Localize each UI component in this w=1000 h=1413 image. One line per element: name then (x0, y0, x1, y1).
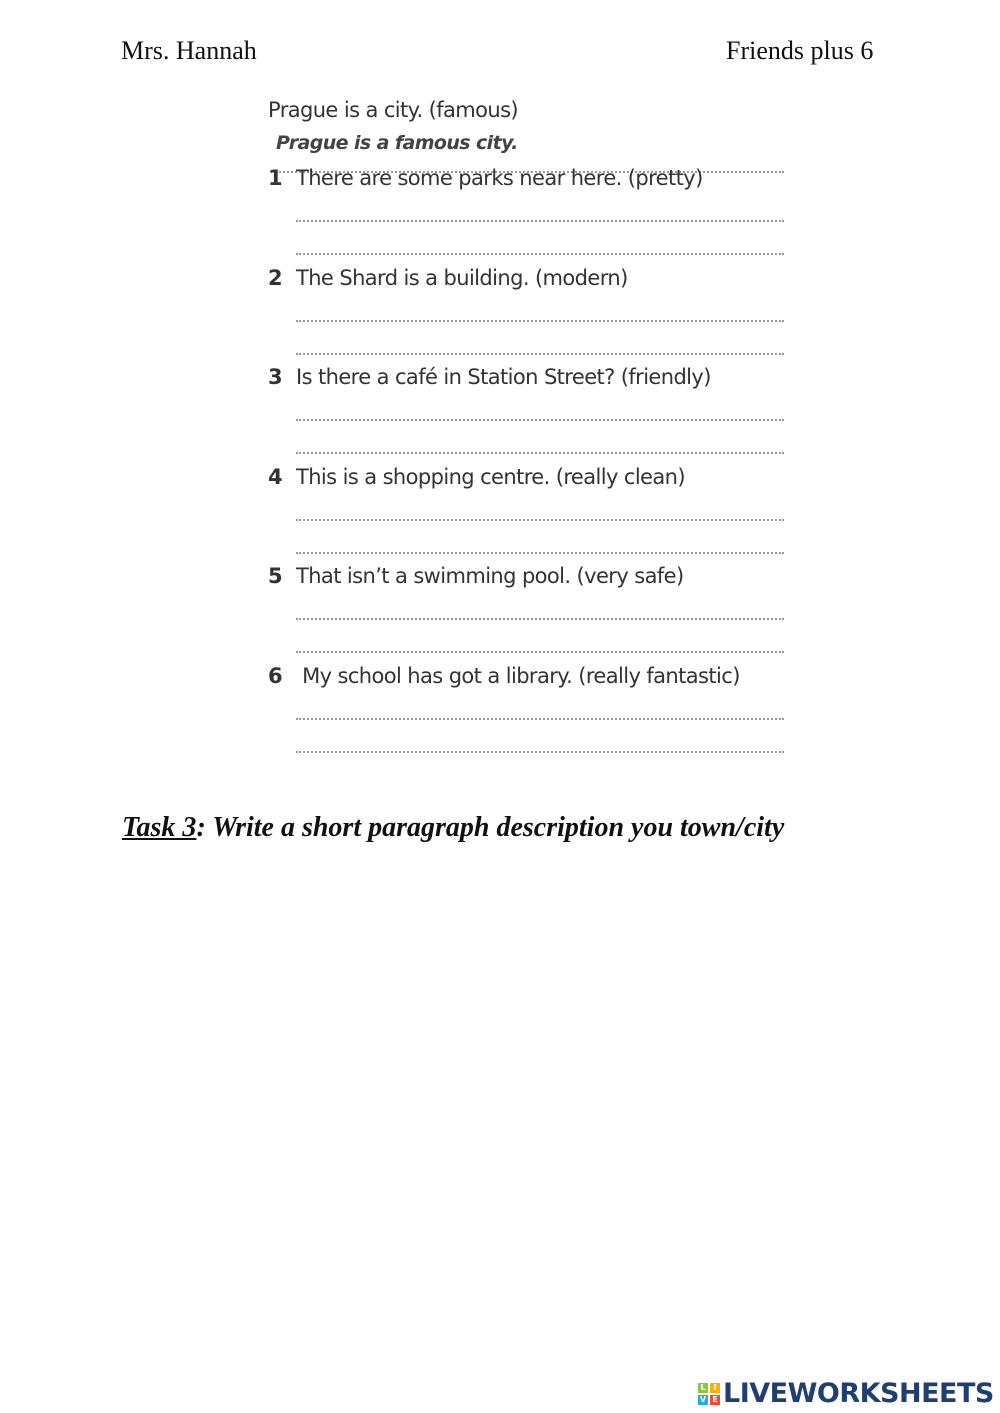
item-text: Is there a café in Station Street? (friendly) (296, 365, 711, 390)
header-course: Friends plus 6 (726, 36, 874, 65)
exercise-item (268, 564, 684, 588)
exercise-item (268, 365, 711, 389)
item-text: My school has got a library. (really fantastic) (296, 664, 740, 688)
answer-input[interactable] (296, 629, 784, 653)
answer-input[interactable] (296, 530, 784, 554)
task3-label: Task 3 (122, 812, 197, 843)
task3-heading (122, 812, 784, 844)
answer-input[interactable] (296, 397, 784, 421)
exercise-item (268, 166, 703, 190)
answer-input[interactable] (296, 596, 784, 620)
logo-cube: V (699, 1394, 707, 1404)
answer-input[interactable] (296, 331, 784, 355)
item-text: There are some parks near here. (pretty) (296, 166, 703, 190)
exercise-item (268, 465, 685, 489)
item-number: 6 (268, 664, 283, 688)
logo-cube: E (710, 1395, 720, 1405)
answer-input[interactable] (296, 298, 784, 322)
exercise-item (268, 266, 628, 290)
answer-input[interactable] (296, 497, 784, 521)
exercise (268, 96, 786, 776)
item-number: 1 (268, 166, 283, 190)
item-number: 4 (268, 464, 283, 489)
item-text: This is a shopping centre. (really clean) (296, 464, 685, 489)
item-text: That isn’t a swimming pool. (very safe) (296, 564, 684, 589)
item-number: 5 (268, 564, 283, 589)
example-answer: Prague is a famous city. (276, 132, 518, 154)
answer-input[interactable] (296, 198, 784, 222)
answer-input[interactable] (296, 729, 784, 753)
logo-text: LIVEWORKSHEETS (723, 1378, 994, 1409)
logo-cubes-icon (698, 1383, 720, 1405)
header-author: Mrs. Hannah (121, 36, 257, 65)
item-number: 2 (268, 265, 283, 290)
answer-input[interactable] (296, 231, 784, 255)
logo-cube: L (698, 1383, 708, 1393)
answer-input[interactable] (296, 430, 784, 454)
liveworksheets-logo (698, 1378, 994, 1409)
logo-cube: I (710, 1383, 720, 1393)
item-number: 3 (268, 365, 283, 390)
example-prompt: Prague is a city. (famous) (268, 98, 519, 122)
exercise-item (268, 664, 740, 688)
task3-text: : Write a short paragraph description you town/city (196, 812, 785, 843)
item-text: The Shard is a building. (modern) (296, 265, 628, 290)
answer-input[interactable] (296, 696, 784, 720)
